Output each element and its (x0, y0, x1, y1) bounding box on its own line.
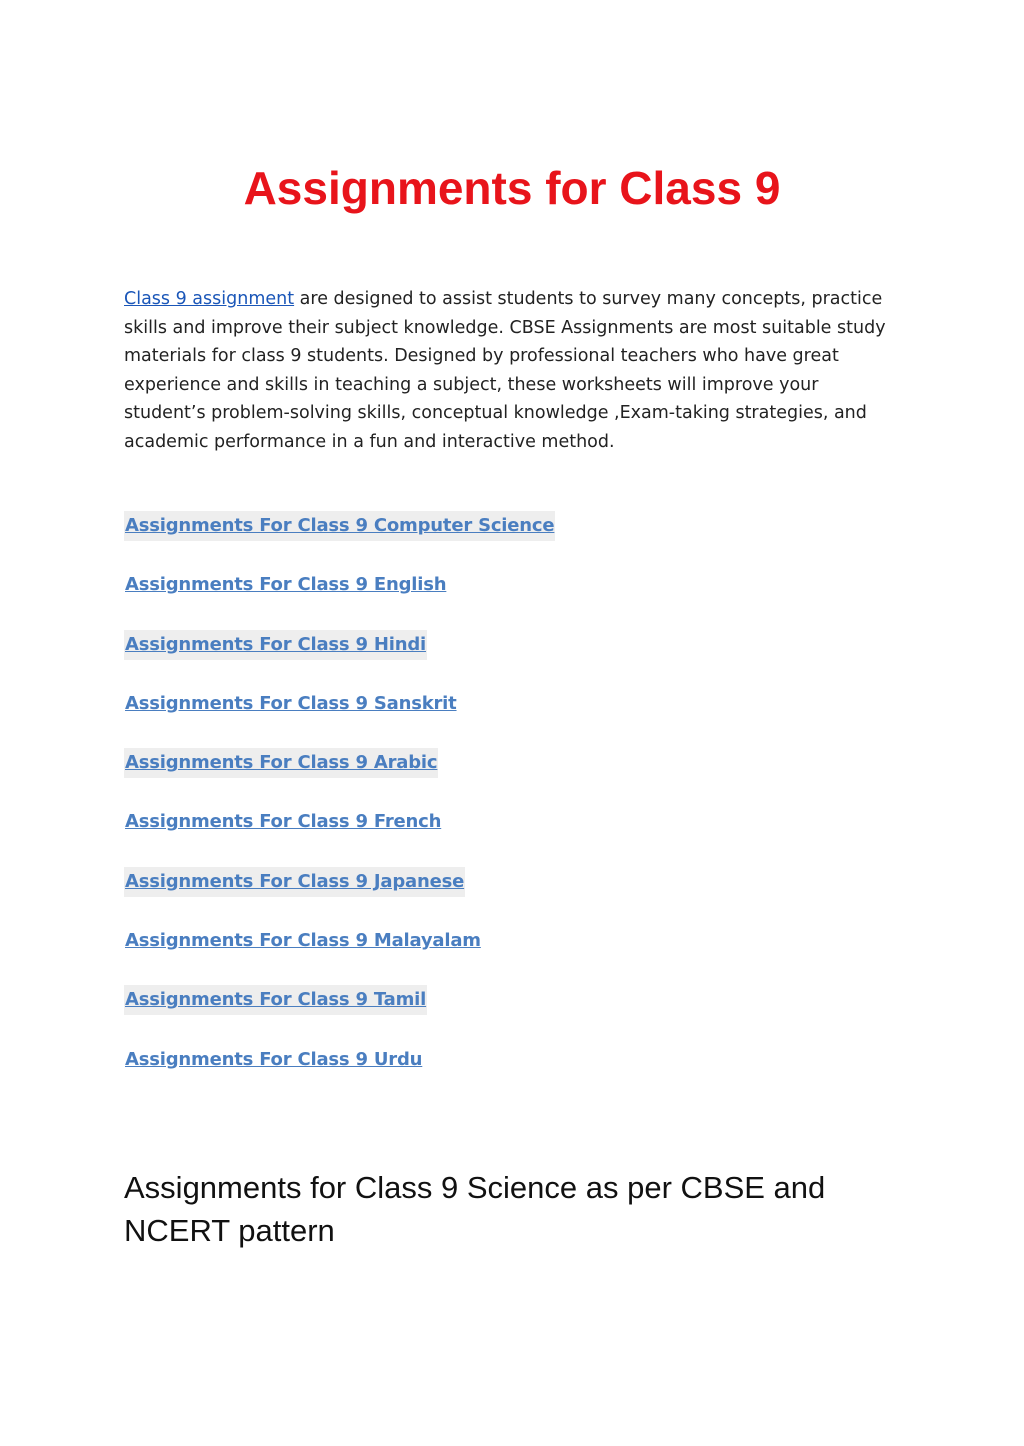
list-item (124, 867, 555, 926)
list-item (124, 630, 555, 689)
list-item (124, 689, 555, 748)
link-urdu[interactable]: Assignments For Class 9 Urdu (125, 1048, 423, 1070)
link-tamil[interactable]: Assignments For Class 9 Tamil (124, 985, 427, 1015)
list-item (124, 985, 555, 1044)
link-hindi[interactable]: Assignments For Class 9 Hindi (124, 630, 427, 660)
link-japanese[interactable]: Assignments For Class 9 Japanese (124, 867, 465, 897)
list-item (124, 570, 555, 629)
list-item (124, 926, 555, 985)
class-9-assignment-link[interactable]: Class 9 assignment (124, 289, 295, 309)
list-item (124, 1045, 555, 1104)
list-item (124, 748, 555, 807)
link-computer-science[interactable]: Assignments For Class 9 Computer Science (124, 511, 555, 541)
subject-links-list (124, 511, 555, 1104)
link-arabic[interactable]: Assignments For Class 9 Arabic (124, 748, 438, 778)
page-title: Assignments for Class 9 (243, 162, 781, 214)
intro-text: are designed to assist students to survey many concepts, practice skills and improve their subject knowledge. CBSE Assignments are most suitable study materials for class 9 students. Designed by professional teachers who have great experience and skills in teaching a subject, these worksheets will improve your student’s problem-solving skills, conceptual knowledge ,Exam-taking strategies, and academic performance in a fun and interactive method. (124, 289, 886, 452)
intro-paragraph (124, 285, 894, 457)
link-malayalam[interactable]: Assignments For Class 9 Malayalam (125, 930, 481, 952)
section-heading: Assignments for Class 9 Science as per CBSE and NCERT pattern (124, 1170, 826, 1248)
link-sanskrit[interactable]: Assignments For Class 9 Sanskrit (125, 692, 457, 714)
link-english[interactable]: Assignments For Class 9 English (125, 574, 447, 596)
list-item (124, 807, 555, 866)
list-item (124, 511, 555, 570)
link-french[interactable]: Assignments For Class 9 French (125, 811, 442, 833)
